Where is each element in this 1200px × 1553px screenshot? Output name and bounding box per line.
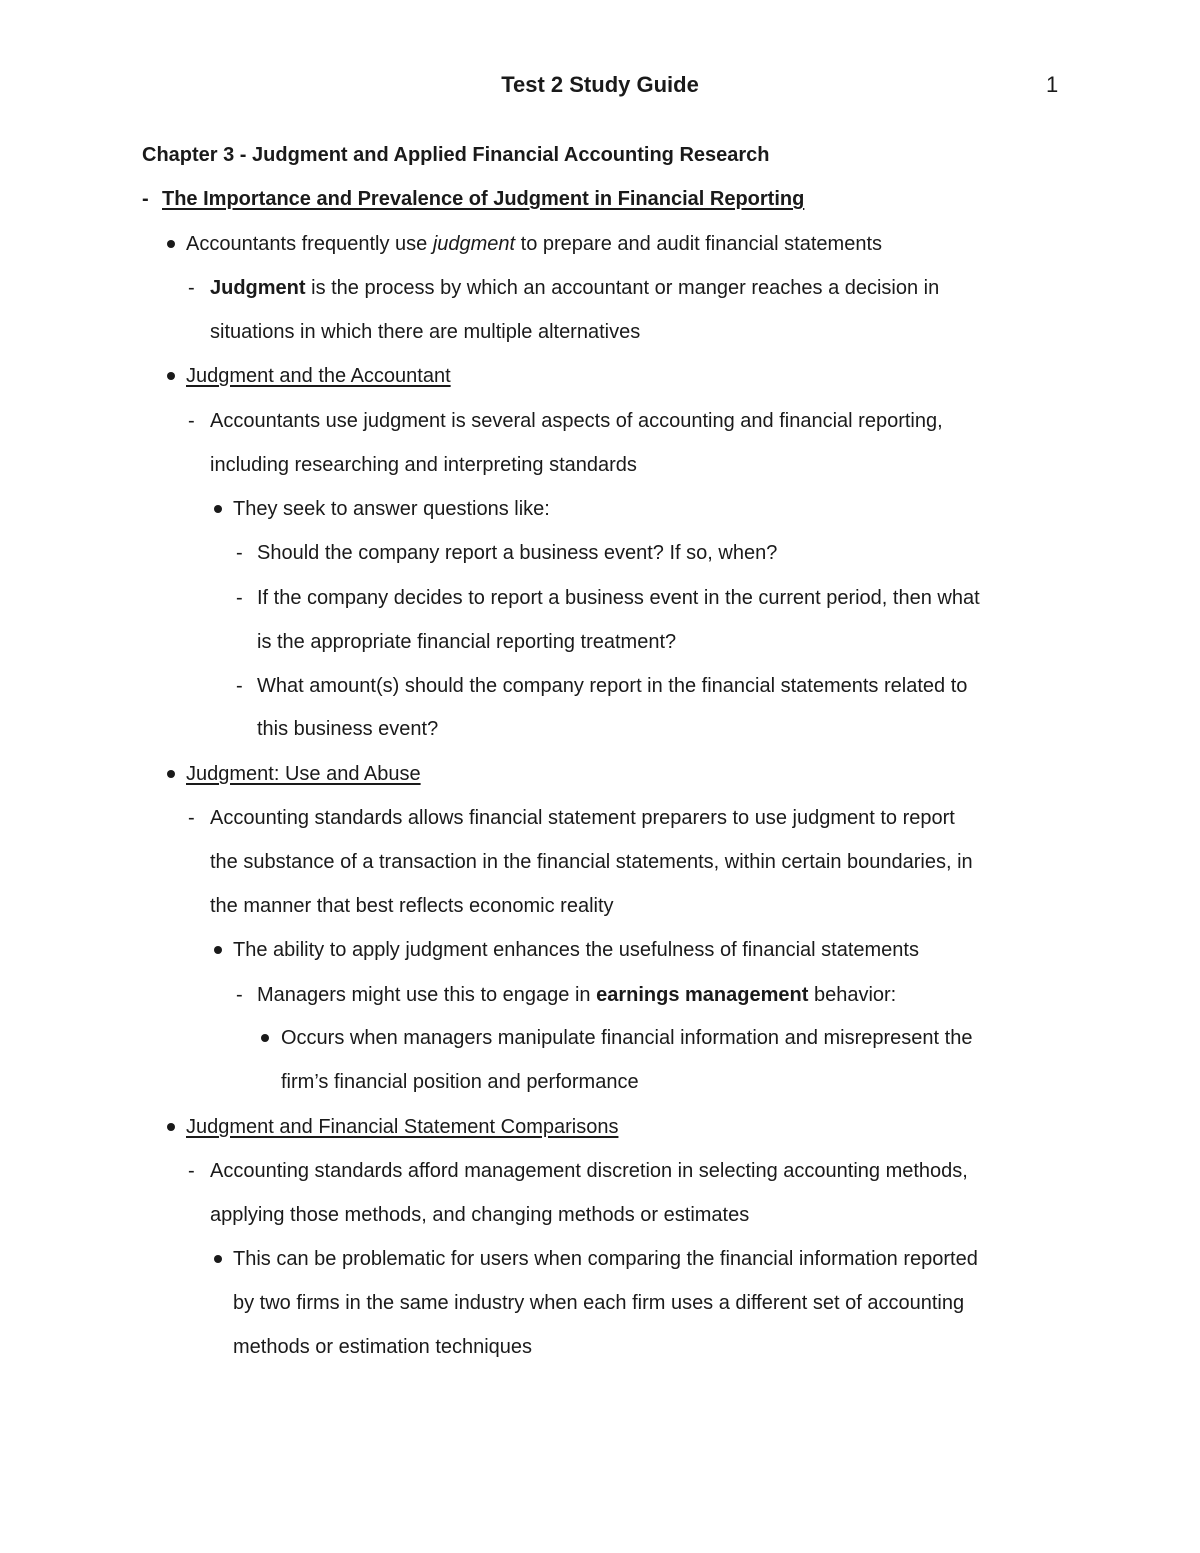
dash-marker: - [142,188,149,210]
bold-term: Judgment [210,277,306,299]
bullet-marker [167,372,175,380]
list-item: Occurs when managers manipulate financial information and misrepresent the [281,1027,973,1049]
list-item-continuation: by two firms in the same industry when each firm uses a different set of accounting [233,1292,965,1314]
list-item-continuation: the substance of a transaction in the financial statements, within certain boundaries, in [210,851,973,873]
dash-marker: - [236,675,243,697]
list-item-continuation: this business event? [257,718,439,740]
list-item-continuation: firm’s financial position and performance [281,1071,639,1093]
bullet-marker [167,1123,175,1131]
dash-marker: - [236,542,243,564]
list-item: What amount(s) should the company report in the financial statements related to [257,675,968,697]
list-item-continuation: is the appropriate financial reporting treatment? [257,631,677,653]
dash-marker: - [188,1160,195,1182]
page-number: 1 [1046,72,1059,97]
list-item: This can be problematic for users when comparing the financial information reported [233,1248,978,1270]
dash-marker: - [188,807,195,829]
dash-marker: - [188,277,195,299]
list-item-continuation: including researching and interpreting standards [210,454,637,476]
list-item-continuation: methods or estimation techniques [233,1336,533,1358]
list-item: Judgment is the process by which an accountant or manger reaches a decision in [210,277,940,299]
bullet-marker [167,240,175,248]
dash-marker: - [236,984,243,1006]
list-item: Accountants frequently use judgment to prepare and audit financial statements [186,233,883,255]
bullet-marker [214,505,222,513]
bullet-marker [214,946,222,954]
page-title: Test 2 Study Guide [501,72,699,97]
dash-marker: - [188,410,195,432]
list-item: They seek to answer questions like: [233,498,550,520]
bullet-marker [214,1255,222,1263]
list-item: Accounting standards allows financial statement preparers to use judgment to report [210,807,955,829]
list-item: If the company decides to report a business event in the current period, then what [257,587,980,609]
bold-term: earnings management [596,984,809,1006]
list-item: Accounting standards afford management discretion in selecting accounting methods, [210,1160,968,1182]
list-item-continuation: the manner that best reflects economic reality [210,895,614,917]
list-item: Accountants use judgment is several aspects of accounting and financial reporting, [210,410,943,432]
subsection-heading: Judgment and Financial Statement Comparisons [186,1116,619,1138]
list-item: The ability to apply judgment enhances the usefulness of financial statements [233,939,919,961]
dash-marker: - [236,587,243,609]
bullet-marker [261,1034,269,1042]
list-item-continuation: situations in which there are multiple alternatives [210,321,641,343]
bullet-marker [167,770,175,778]
list-item-continuation: applying those methods, and changing methods or estimates [210,1204,750,1226]
chapter-heading: Chapter 3 - Judgment and Applied Financial Accounting Research [142,144,770,166]
list-item: Managers might use this to engage in earnings management behavior: [257,984,897,1006]
emphasis-text: judgment [432,233,516,255]
section-heading: The Importance and Prevalence of Judgment in Financial Reporting [162,188,805,210]
subsection-heading: Judgment: Use and Abuse [186,763,421,785]
list-item: Should the company report a business event? If so, when? [257,542,778,564]
subsection-heading: Judgment and the Accountant [186,365,451,387]
